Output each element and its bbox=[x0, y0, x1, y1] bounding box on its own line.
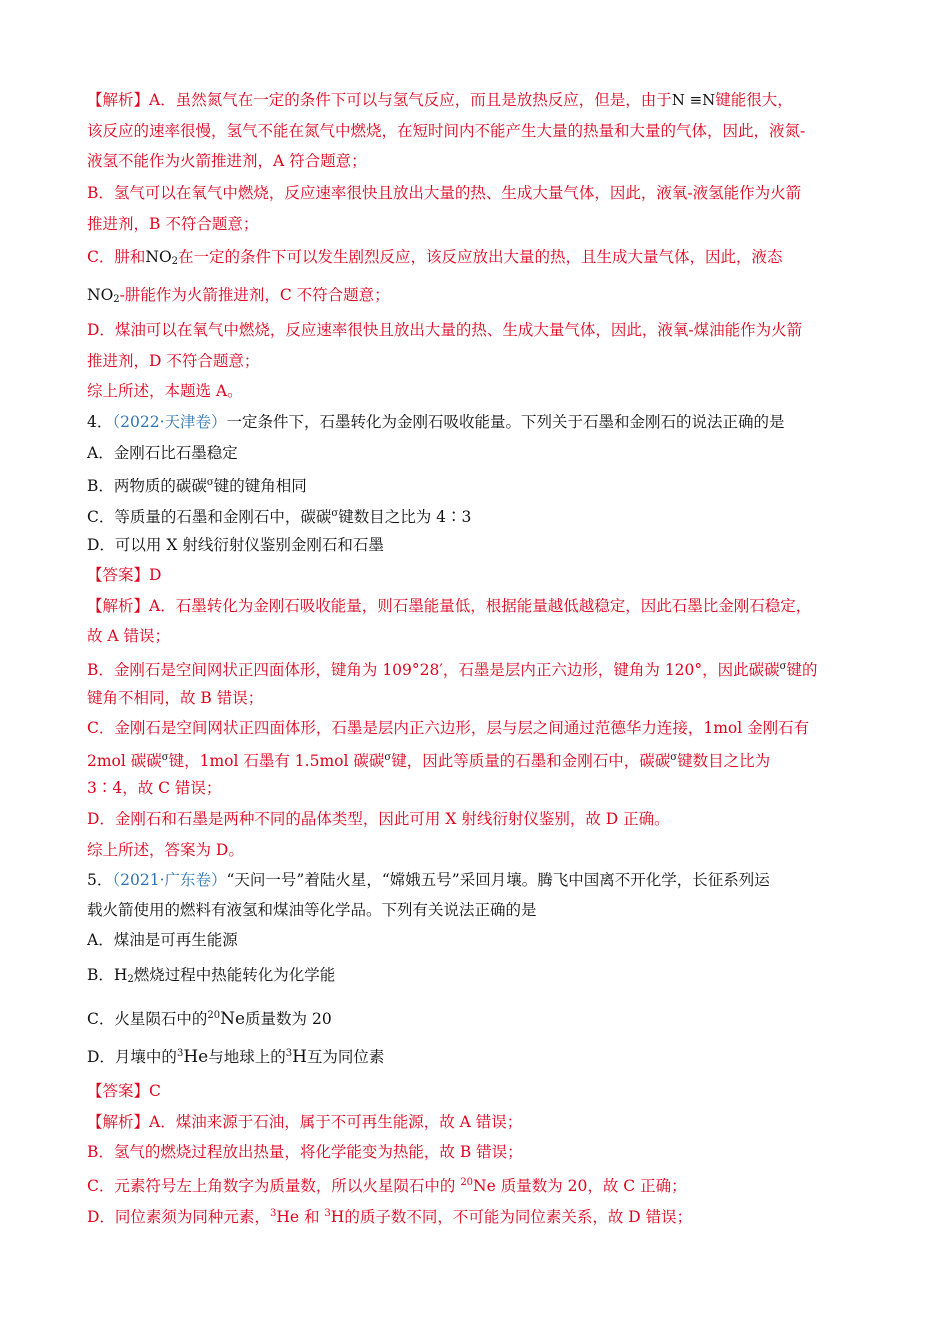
q3-analysis-c-text-end: 在一定的条件下可以发生剧烈反应，该反应放出大量的热，且生成大量气体，因此，液态 bbox=[178, 248, 783, 266]
q4-answer: 【答案】D bbox=[87, 566, 162, 584]
q3-analysis-a-line3: 液氢不能作为火箭推进剂，A 符合题意； bbox=[87, 152, 367, 170]
q4-option-c bbox=[87, 503, 860, 528]
neon-symbol: Ne bbox=[473, 1177, 496, 1195]
q4-analysis-c-text-a: 2mol 碳碳 bbox=[87, 752, 162, 770]
q4-option-b-text-end: 键的键角相同 bbox=[213, 477, 307, 495]
q5-option-a: A．煤油是可再生能源 bbox=[87, 931, 238, 949]
q5-analysis-c-text: C．元素符号左上角数字为质量数，所以火星陨石中的 bbox=[87, 1177, 456, 1195]
q4-option-b-text: B．两物质的碳碳 bbox=[87, 477, 207, 495]
q4-analysis-a-line1: 【解析】A．石墨转化为金刚石吸收能量，则石墨能量低，根据能量越低越稳定，因此石墨比金刚石稳定， bbox=[87, 597, 812, 615]
q5-analysis-c-text-end: 质量数为 20，故 C 正确； bbox=[500, 1177, 687, 1195]
q3-analysis-d-line2: 推进剂，D 不符合题意； bbox=[87, 352, 260, 370]
q5-analysis-a: 【解析】A．煤油来源于石油，属于不可再生能源，故 A 错误； bbox=[87, 1113, 523, 1131]
q3-summary: 综上所述，本题选 A。 bbox=[87, 382, 243, 400]
no2-symbol: NO bbox=[145, 248, 172, 266]
q4-option-d: D．可以用 X 射线衍射仪鉴别金刚石和石墨 bbox=[87, 536, 384, 554]
hydrogen-symbol: H bbox=[292, 1047, 307, 1067]
q4-analysis-b-line2: 键角不相同，故 B 错误； bbox=[87, 689, 264, 707]
q5-stem-line1 bbox=[87, 869, 860, 891]
q5-option-d bbox=[87, 1043, 860, 1068]
q3-analysis-a-text-end: 键能很大， bbox=[715, 91, 793, 109]
ne-mass-number: 20 bbox=[207, 1010, 221, 1021]
q4-analysis-c-line3: 3∶4，故 C 错误； bbox=[87, 779, 222, 797]
no2-formula bbox=[145, 248, 178, 266]
hydrogen-symbol: H bbox=[113, 966, 128, 984]
hydrogen-symbol: H bbox=[330, 1208, 345, 1226]
q4-analysis-c-text-d: 键数目之比为 bbox=[677, 752, 771, 770]
helium-symbol: He bbox=[183, 1047, 209, 1067]
ne-mass-number: 20 bbox=[460, 1177, 474, 1188]
q5-number: 5． bbox=[87, 871, 113, 889]
q5-option-b-prefix: B． bbox=[87, 966, 114, 984]
q5-option-d-text: D．月壤中的 bbox=[87, 1048, 177, 1066]
q5-option-c-text: C．火星陨石中的 bbox=[87, 1010, 208, 1028]
q3-analysis-a-line2: 该反应的速率很慢，氢气不能在氮气中燃烧，在短时间内不能产生大量的热量和大量的气体，因此，液氮- bbox=[87, 122, 806, 140]
sigma-symbol: σ bbox=[206, 477, 214, 488]
h-mass-number: 3 bbox=[285, 1048, 293, 1059]
q4-analysis-b-line1 bbox=[87, 656, 860, 681]
no2-symbol-2: NO bbox=[87, 286, 114, 304]
q4-option-b bbox=[87, 472, 860, 497]
q3-analysis-c-line1 bbox=[87, 246, 860, 273]
nitrogen-triple-bond-formula: N ≡N bbox=[671, 91, 716, 109]
q5-option-c bbox=[87, 1005, 860, 1030]
he-mass-number: 3 bbox=[269, 1208, 277, 1219]
q3-analysis-a-text: 【解析】A．虽然氮气在一定的条件下可以与氢气反应，而且是放热反应，但是，由于 bbox=[87, 91, 672, 109]
q5-answer: 【答案】C bbox=[87, 1082, 161, 1100]
q5-stem-text: “天问一号”着陆火星，“嫦娥五号”采回月壤。腾飞中国离不开化学，长征系列运 bbox=[226, 871, 770, 889]
q5-analysis-b: B．氢气的燃烧过程放出热量，将化学能变为热能，故 B 错误； bbox=[87, 1143, 523, 1161]
q4-analysis-c-line2 bbox=[87, 747, 860, 772]
q5-analysis-d-and: 和 bbox=[303, 1208, 320, 1226]
sigma-symbol: σ bbox=[331, 508, 339, 519]
q5-source: （2021·广东卷） bbox=[112, 871, 227, 889]
q4-option-c-text: C．等质量的石墨和金刚石中，碳碳 bbox=[87, 508, 332, 526]
helium-symbol: He bbox=[276, 1208, 300, 1226]
q4-stem bbox=[87, 411, 860, 433]
sigma-symbol: σ bbox=[670, 752, 678, 763]
q4-option-c-text-end: 键数目之比为 4∶3 bbox=[338, 508, 472, 526]
q3-analysis-a-line1 bbox=[87, 89, 860, 111]
q4-analysis-d: D．金刚石和石墨是两种不同的晶体类型，因此可用 X 射线衍射仪鉴别，故 D 正确。 bbox=[87, 810, 670, 828]
he-mass-number: 3 bbox=[176, 1048, 184, 1059]
q5-analysis-c bbox=[87, 1172, 860, 1197]
q4-analysis-a-line2: 故 A 错误； bbox=[87, 627, 171, 645]
no2-subscript-2: 2 bbox=[113, 294, 120, 305]
q5-option-d-text-mid: 与地球上的 bbox=[208, 1048, 286, 1066]
q5-analysis-d bbox=[87, 1203, 860, 1228]
q3-analysis-c-line2 bbox=[87, 284, 860, 311]
q3-analysis-c-text: C．肼和 bbox=[87, 248, 146, 266]
q3-analysis-c-text-2: -肼能作为火箭推进剂，C 不符合题意； bbox=[119, 286, 390, 304]
q4-number: 4． bbox=[87, 413, 113, 431]
q5-analysis-d-text-end: 的质子数不同，不可能为同位素关系，故 D 错误； bbox=[344, 1208, 693, 1226]
q3-analysis-b-line1: B．氢气可以在氧气中燃烧，反应速率很快且放出大量的热、生成大量气体，因此，液氧-液氢能作为火箭 bbox=[87, 184, 802, 202]
no2-subscript: 2 bbox=[171, 256, 179, 267]
q4-analysis-c-text-b: 键，1mol 石墨有 1.5mol 碳碳 bbox=[168, 752, 385, 770]
h2-formula bbox=[114, 966, 134, 984]
q4-stem-text: 一定条件下，石墨转化为金刚石吸收能量。下列关于石墨和金刚石的说法正确的是 bbox=[226, 413, 785, 431]
q3-analysis-b-line2: 推进剂，B 不符合题意； bbox=[87, 215, 259, 233]
q3-analysis-d-line1: D．煤油可以在氧气中燃烧，反应速率很快且放出大量的热、生成大量气体，因此，液氧-煤油能作为火箭 bbox=[87, 321, 803, 339]
q5-option-b bbox=[87, 964, 860, 991]
q4-option-a: A．金刚石比石墨稳定 bbox=[87, 444, 238, 462]
h-mass-number: 3 bbox=[324, 1208, 331, 1219]
neon-symbol: Ne bbox=[220, 1009, 246, 1029]
q5-stem-line2: 载火箭使用的燃料有液氢和煤油等化学品。下列有关说法正确的是 bbox=[87, 901, 537, 919]
h2-subscript: 2 bbox=[127, 974, 134, 985]
q4-summary: 综上所述，答案为 D。 bbox=[87, 841, 244, 859]
q5-option-c-text-end: 质量数为 20 bbox=[245, 1010, 332, 1028]
no2-formula-2 bbox=[87, 286, 120, 304]
q4-analysis-b-text-end: 键的 bbox=[786, 661, 818, 679]
sigma-symbol: σ bbox=[161, 752, 169, 763]
q5-option-b-text: 燃烧过程中热能转化为化学能 bbox=[133, 966, 336, 984]
sigma-symbol: σ bbox=[384, 752, 392, 763]
q5-analysis-d-text: D．同位素须为同种元素， bbox=[87, 1208, 270, 1226]
q4-analysis-b-text: B．金刚石是空间网状正四面体形，键角为 109°28′，石墨是层内正六边形，键角为 120°，因此碳碳 bbox=[87, 661, 780, 679]
q5-option-d-text-end: 互为同位素 bbox=[306, 1048, 385, 1066]
q4-analysis-c-line1: C．金刚石是空间网状正四面体形，石墨是层内正六边形，层与层之间通过范德华力连接，1mol 金刚石有 bbox=[87, 719, 810, 737]
q4-analysis-c-text-c: 键，因此等质量的石墨和金刚石中，碳碳 bbox=[391, 752, 671, 770]
q4-source: （2022·天津卷） bbox=[112, 413, 227, 431]
sigma-symbol: σ bbox=[779, 661, 787, 672]
